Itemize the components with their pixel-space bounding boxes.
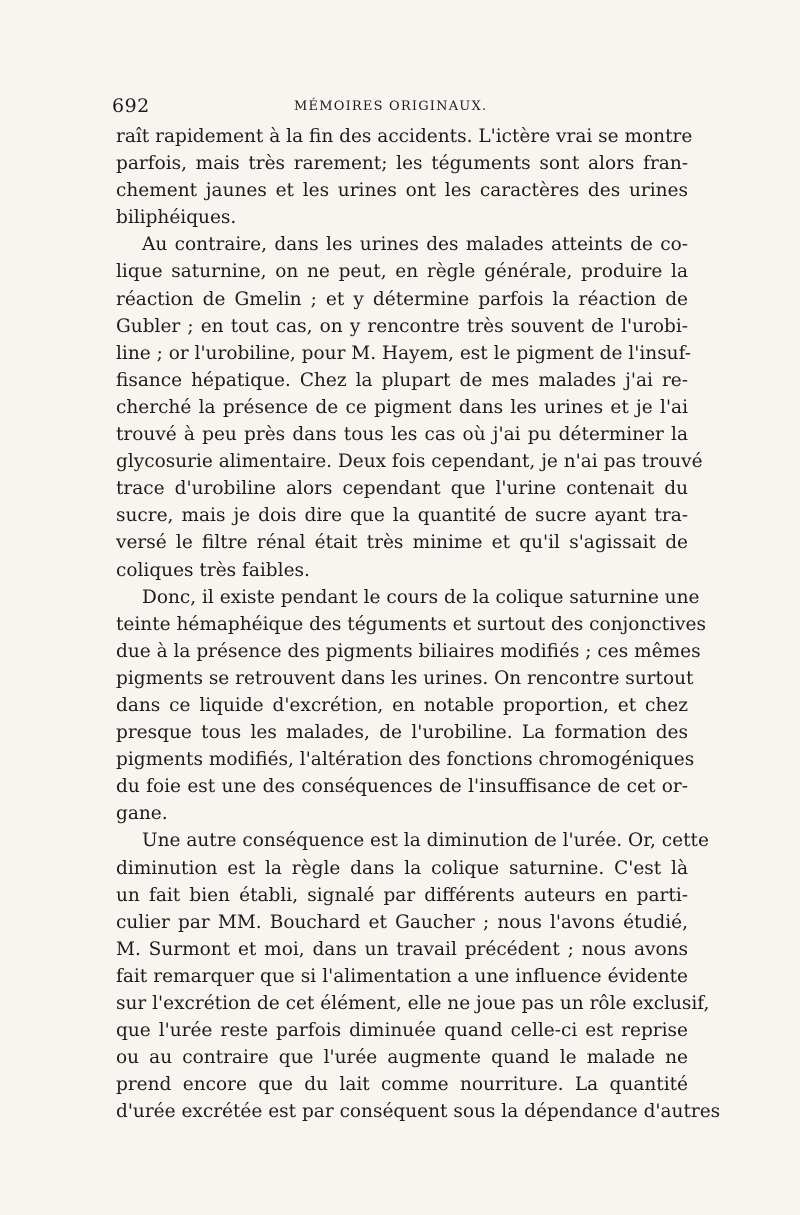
text-line: line ; or l'urobiline, pour M. Hayem, est le pigment de l'insuf-	[116, 342, 692, 364]
text-line: que l'urée reste parfois diminuée quand celle-ci est reprise	[116, 1020, 688, 1042]
text-line: sucre, mais je dois dire que la quantité de sucre ayant tra-	[116, 505, 688, 527]
text-line: un fait bien établi, signalé par différents auteurs en parti-	[116, 884, 688, 906]
page-header	[112, 95, 692, 123]
text-line: trace d'urobiline alors cependant que l'urine contenait du	[116, 478, 688, 500]
text-line: glycosurie alimentaire. Deux fois cependant, je n'ai pas trouvé	[116, 451, 703, 473]
text-line: presque tous les malades, de l'urobiline. La formation des	[116, 722, 688, 744]
text-line: parfois, mais très rarement; les téguments sont alors fran-	[116, 153, 688, 175]
text-line: Une autre conséquence est la diminution de l'urée. Or, cette	[142, 830, 709, 852]
text-line: du foie est une des conséquences de l'insuffisance de cet or-	[116, 776, 688, 798]
text-line: fait remarquer que si l'alimentation a une influence évidente	[116, 965, 688, 987]
body-text	[116, 123, 721, 1125]
running-head: MÉMOIRES ORIGINAUX.	[294, 99, 488, 114]
text-line: versé le filtre rénal était très minime et qu'il s'agissait de	[116, 532, 688, 554]
text-line: diminution est la règle dans la colique saturnine. C'est là	[116, 857, 688, 879]
text-line: raît rapidement à la fin des accidents. L'ictère vrai se montre	[116, 126, 693, 147]
text-line: M. Surmont et moi, dans un travail précédent ; nous avons	[116, 938, 688, 960]
text-line: Au contraire, dans les urines des malades atteints de co-	[142, 234, 688, 256]
text-line: réaction de Gmelin ; et y détermine parfois la réaction de	[116, 288, 688, 310]
text-line: biliphéiques.	[116, 207, 237, 229]
text-line: pigments se retrouvent dans les urines. On rencontre surtout	[116, 667, 694, 689]
text-line: culier par MM. Bouchard et Gaucher ; nous l'avons étudié,	[116, 911, 688, 933]
text-line: pigments modifiés, l'altération des fonctions chromogéniques	[116, 749, 695, 771]
text-line: dans ce liquide d'excrétion, en notable proportion, et chez	[116, 694, 688, 716]
text-line: gane.	[116, 803, 168, 825]
text-line: lique saturnine, on ne peut, en règle générale, produire la	[116, 261, 688, 283]
text-line: cherché la présence de ce pigment dans les urines et je l'ai	[116, 396, 688, 418]
text-line: due à la présence des pigments biliaires modifiés ; ces mêmes	[116, 640, 701, 662]
text-line: Donc, il existe pendant le cours de la colique saturnine une	[142, 586, 700, 608]
page-number: 692	[112, 95, 150, 117]
text-line: fisance hépatique. Chez la plupart de mes malades j'ai re-	[116, 369, 688, 391]
text-line: chement jaunes et les urines ont les caractères des urines	[116, 180, 688, 202]
text-line: prend encore que du lait comme nourriture. La quantité	[116, 1074, 688, 1096]
text-line: Gubler ; en tout cas, on y rencontre très souvent de l'urobi-	[116, 315, 688, 337]
text-line: trouvé à peu près dans tous les cas où j'ai pu déterminer la	[116, 424, 688, 446]
text-line: d'urée excrétée est par conséquent sous la dépendance d'autres	[116, 1101, 721, 1123]
text-line: ou au contraire que l'urée augmente quand le malade ne	[116, 1047, 688, 1069]
text-line: coliques très faibles.	[116, 559, 310, 581]
text-line: sur l'excrétion de cet élément, elle ne joue pas un rôle exclusif,	[116, 993, 710, 1014]
text-line: teinte hémaphéique des téguments et surtout des conjonctives	[116, 613, 706, 635]
